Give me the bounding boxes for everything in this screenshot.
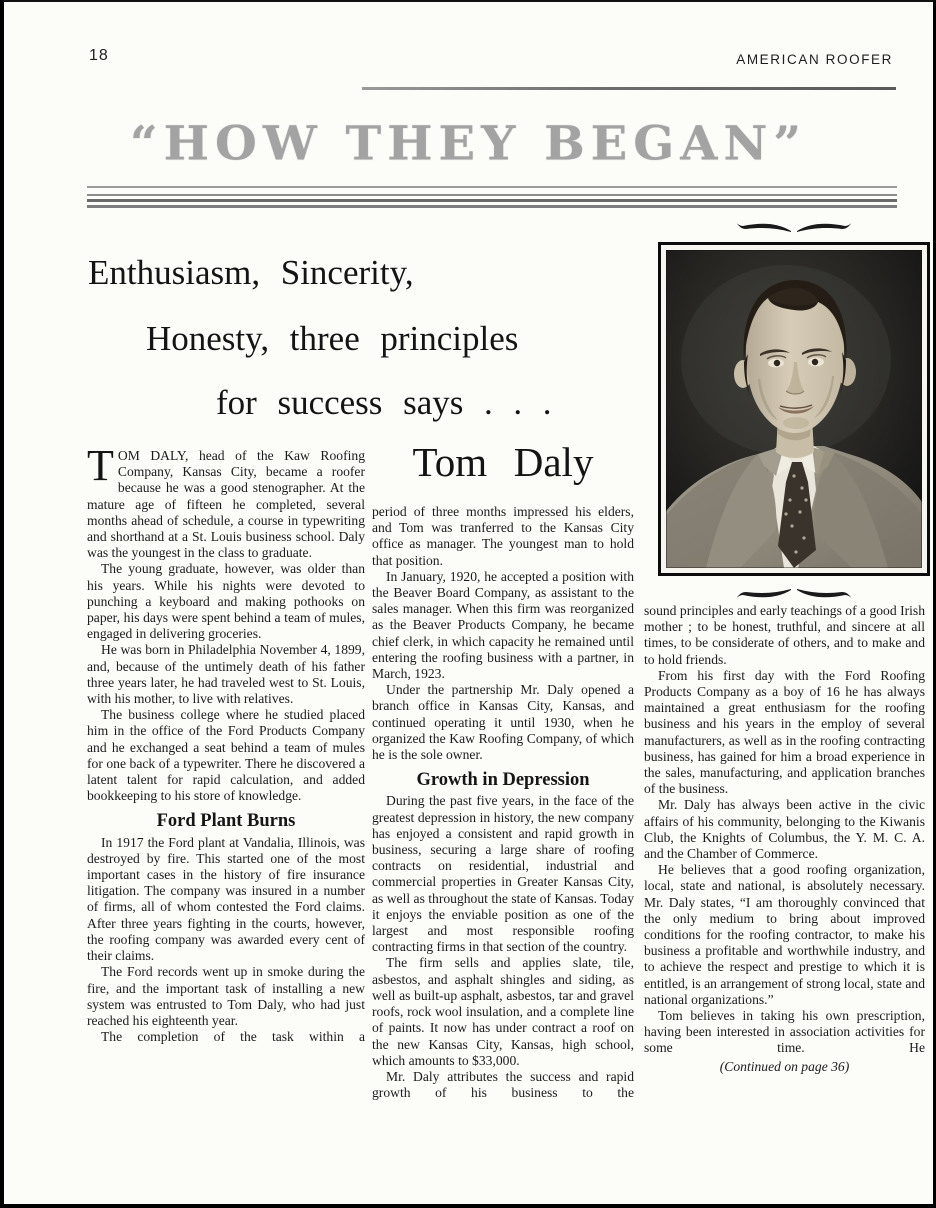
banner-rule-2 [87,194,897,196]
paragraph: The firm sells and applies slate, tile, asbestos, and asphalt shingles and siding, as well as built-up asphalt, asbestos, tar and gravel roofs, rock wool insulation, and a complete line of paints. It now has under contract a roof on the new Kansas City, Kansas, high school, which amounts to $33,000. [372,955,634,1068]
drop-cap: T [87,441,114,490]
article-column-left [87,441,365,1045]
headline-line-1: Enthusiasm, Sincerity, [88,253,414,292]
subject-name-heading: Tom Daly [412,439,594,485]
banner-rule-3 [87,199,897,202]
banner-title: “HOW THEY BEGAN” [130,116,807,172]
portrait-photo [666,250,922,568]
section-heading: Growth in Depression [416,770,590,791]
paragraph: TOM DALY, head of the Kaw Roofing Company, Kansas City, became a roofer because he was a good stenographer. At the mature age of fifteen he completed, several months ahead of schedule, a course in typewriting and shorthand at a St. Louis business school. Daly was the youngest in the class to graduate. [87,441,365,561]
headline-line-3: for success says . . . [216,383,552,422]
paragraph: Mr. Daly attributes the success and rapid growth of his business to the [372,1068,634,1101]
paragraph: In 1917 the Ford plant at Vandalia, Illinois, was destroyed by fire. This started one of the most important cases in the history of fire insurance litigation. The company was insured in a number of firms, all of whom contested the Ford claims. After three years fighting in the courts, however, the roofing company was awarded every cent of their claims. [87,834,365,964]
flourish-ornament-top [734,218,854,238]
article-column-right [644,603,925,1075]
paragraph: The completion of the task within a [101,1029,365,1045]
paragraph: Mr. Daly has always been active in the civic affairs of his community, belonging to the Kiwanis Club, the Knights of Columbus, the Y. M. C. A. and the Chamber of Commerce. [644,797,925,862]
paragraph: period of three months impressed his elders, and Tom was tranferred to the Kansas City office as manager. The youngest man to hold that position. [372,504,634,568]
portrait-photo-frame [658,242,930,576]
publication-name: AMERICAN ROOFER [736,52,893,67]
paragraph: The young graduate, however, was older than his years. While his nights were devoted to punching a keyboard and making pothooks on paper, his days were spent behind a team of mules, engaged in delivering groceries. [87,561,365,642]
paragraph: From his first day with the Ford Roofing Products Company as a boy of 16 he has always maintained a great enthusiasm for the roofing business and his years in the employ of several manufacturers, as well as in the roofing contracting business, has gained for him a broad experience in the sales, manufacturing, and application branches of the business. [644,667,925,797]
paragraph: The Ford records went up in smoke during the fire, and the important task of installing a new system was entrusted to Tom Daly, who had just reached his eighteenth year. [87,964,365,1028]
banner-rule-1 [87,186,897,188]
headline-line-2: Honesty, three principles [146,319,519,358]
paragraph: He believes that a good roofing organization, local, state and national, is absolutely necessary. Mr. Daly states, “I am thoroughly convinced that the only medium to bring about improved conditions for the roofing contractor, to make his business a profitable and worthwhile industry, and to achieve the respect and prestige to which it is entitled, is an arrangement of strong local, state and national organizations.” [644,862,925,1007]
section-heading: Ford Plant Burns [156,811,296,832]
header-rule [362,87,896,90]
continued-note: (Continued on page 36) [719,1058,850,1074]
paragraph: In January, 1920, he accepted a position with the Beaver Board Company, as assistant to the sales manager. When this firm was reorganized as the Beaver Products Company, he became chief clerk, in which capacity he remained until entering the roofing business with a partner, in March, 1923. [372,568,634,682]
paragraph: The business college where he studied placed him in the office of the Ford Products Company and he exchanged a seat behind a team of mules for one back of a typewriter. There he discovered a latent talent for rapid calculation, and added bookkeeping to his store of knowledge. [87,707,365,804]
paragraph: Tom believes in taking his own prescription, having been interested in association activities for some time. He [644,1008,925,1056]
paragraph: sound principles and early teachings of a good Irish mother ; to be honest, truthful, and sincere at all times, to be considerate of others, and to make and to hold friends. [644,603,925,667]
paragraph: During the past five years, in the face of the greatest depression in history, the new company has enjoyed a consistent and rapid growth in business, securing a large share of roofing contracts on residential, industrial and commercial properties in Greater Kansas City, as well as throughout the state of Kansas. Today it enjoys the enviable position as one of the largest and most responsible roofing contracting firms in that section of the country. [372,793,634,955]
banner-rule-4 [87,205,897,208]
flourish-ornament-bottom [734,583,854,603]
article-column-middle [372,504,634,1101]
portrait-block [658,218,930,603]
paragraph: Under the partnership Mr. Daly opened a branch office in Kansas City, Kansas, and continued operating it until 1930, when he organized the Kaw Roofing Company, of which he is the sole owner. [372,682,634,763]
page-number: 18 [89,47,109,64]
paragraph: He was born in Philadelphia November 4, 1899, and, because of the untimely death of his father three years later, he had traveled west to St. Louis, with his mother, to live with relatives. [87,642,365,707]
